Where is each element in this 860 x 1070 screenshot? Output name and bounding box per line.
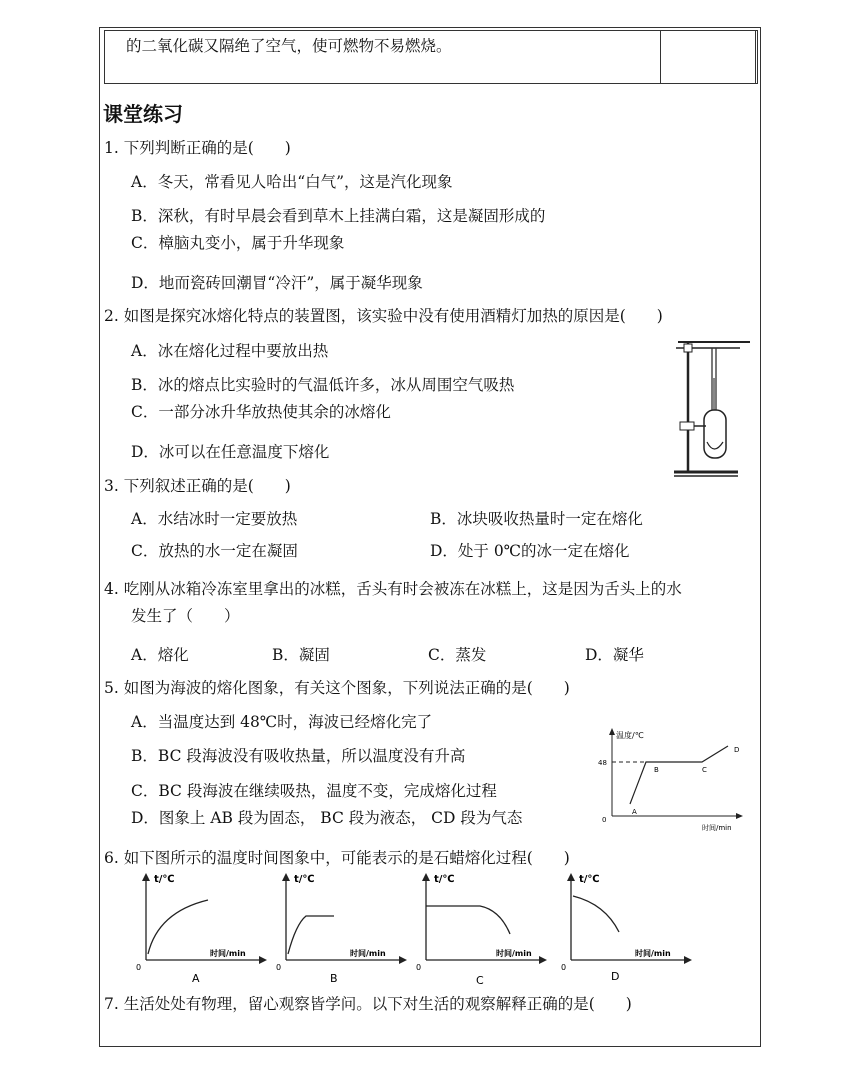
q4-option-d: D．凝华 [585,646,644,664]
q6-a-letter: A [192,972,200,985]
q6-b-xlabel: 时间/min [350,949,386,958]
q5-stem: 5. 如图为海波的熔化图象，有关这个图象，下列说法正确的是( ) [104,679,570,697]
apparatus-illustration [668,338,752,482]
q5-graph-tick-48: 48 [598,759,607,767]
q6-d-ylabel: t/℃ [579,874,600,885]
q6-c-ylabel: t/℃ [434,874,455,885]
q5-option-a: A．当温度达到 48℃时，海波已经熔化完了 [131,713,433,731]
q6-b-ylabel: t/℃ [294,874,315,885]
q3-option-a: A．水结冰时一定要放热 [131,510,298,528]
q3-option-c: C．放热的水一定在凝固 [131,542,298,560]
q5-graph-ylabel: 温度/℃ [616,731,644,740]
q6-c-origin: 0 [416,963,422,972]
q5-graph-xlabel: 时间/min [702,824,732,832]
q2-option-c: C．一部分冰升华放热使其余的冰熔化 [131,403,391,421]
q3-stem: 3. 下列叙述正确的是( ) [104,477,291,495]
q5-graph-point-d: D [734,746,740,754]
q2-option-a: A．冰在熔化过程中要放出热 [131,342,329,360]
q1-option-b: B．深秋，有时早晨会看到草木上挂满白霜，这是凝固形成的 [131,207,546,225]
q6-b-letter: B [330,972,338,985]
q6-graph-d [555,872,695,988]
q2-stem: 2. 如图是探究冰熔化特点的装置图，该实验中没有使用酒精灯加热的原因是( ) [104,307,663,325]
q5-graph-origin: 0 [602,816,607,824]
q6-b-origin: 0 [276,963,282,972]
table-divider-right [755,31,756,83]
q4-option-b: B．凝固 [272,646,330,664]
q3-option-d: D．处于 0℃的冰一定在熔化 [430,542,630,560]
q6-graph-a [130,872,270,988]
q2-option-d: D．冰可以在任意温度下熔化 [131,443,330,461]
q4-option-c: C．蒸发 [428,646,487,664]
q4-stem-line1: 4. 吃刚从冰箱冷冻室里拿出的冰糕，舌头有时会被冻在冰糕上，这是因为舌头上的水 [104,580,682,598]
q6-d-xlabel: 时间/min [635,949,671,958]
q4-stem-line2: 发生了（ ） [131,607,240,625]
q6-stem: 6. 如下图所示的温度时间图象中，可能表示的是石蜡熔化过程( ) [104,849,570,867]
q5-melting-graph [598,726,748,834]
q5-option-d: D．图象上 AB 段为固态， BC 段为液态， CD 段为气态 [131,809,523,827]
top-text: 的二氧化碳又隔绝了空气，使可燃物不易燃烧。 [126,37,452,55]
q6-c-letter: C [476,974,484,987]
q5-graph-point-a: A [632,808,637,816]
table-divider [660,31,661,83]
q6-a-xlabel: 时间/min [210,949,246,958]
q5-option-b: B．BC 段海波没有吸收热量，所以温度没有升高 [131,747,466,765]
q5-option-c: C．BC 段海波在继续吸热，温度不变，完成熔化过程 [131,782,497,800]
q2-option-b: B．冰的熔点比实验时的气温低许多，冰从周围空气吸热 [131,376,515,394]
q5-graph-point-b: B [654,766,659,774]
q1-stem: 1. 下列判断正确的是( ) [104,139,291,157]
q1-option-c: C．樟脑丸变小，属于升华现象 [131,234,345,252]
q6-graph-c [410,872,550,988]
section-title: 课堂练习 [103,102,183,126]
q3-option-b: B．冰块吸收热量时一定在熔化 [430,510,643,528]
q6-c-xlabel: 时间/min [496,949,532,958]
q6-a-ylabel: t/℃ [154,874,175,885]
q5-graph-point-c: C [702,766,707,774]
q7-stem: 7. 生活处处有物理，留心观察皆学问。以下对生活的观察解释正确的是( ) [104,995,632,1013]
q4-option-a: A．熔化 [131,646,189,664]
q1-option-d: D．地而瓷砖回潮冒“冷汗”，属于凝华现象 [131,274,423,292]
q6-d-letter: D [611,970,620,983]
q6-graph-b [270,872,410,988]
q1-option-a: A．冬天，常看见人哈出“白气”，这是汽化现象 [131,173,453,191]
q6-a-origin: 0 [136,963,142,972]
q6-d-origin: 0 [561,963,567,972]
